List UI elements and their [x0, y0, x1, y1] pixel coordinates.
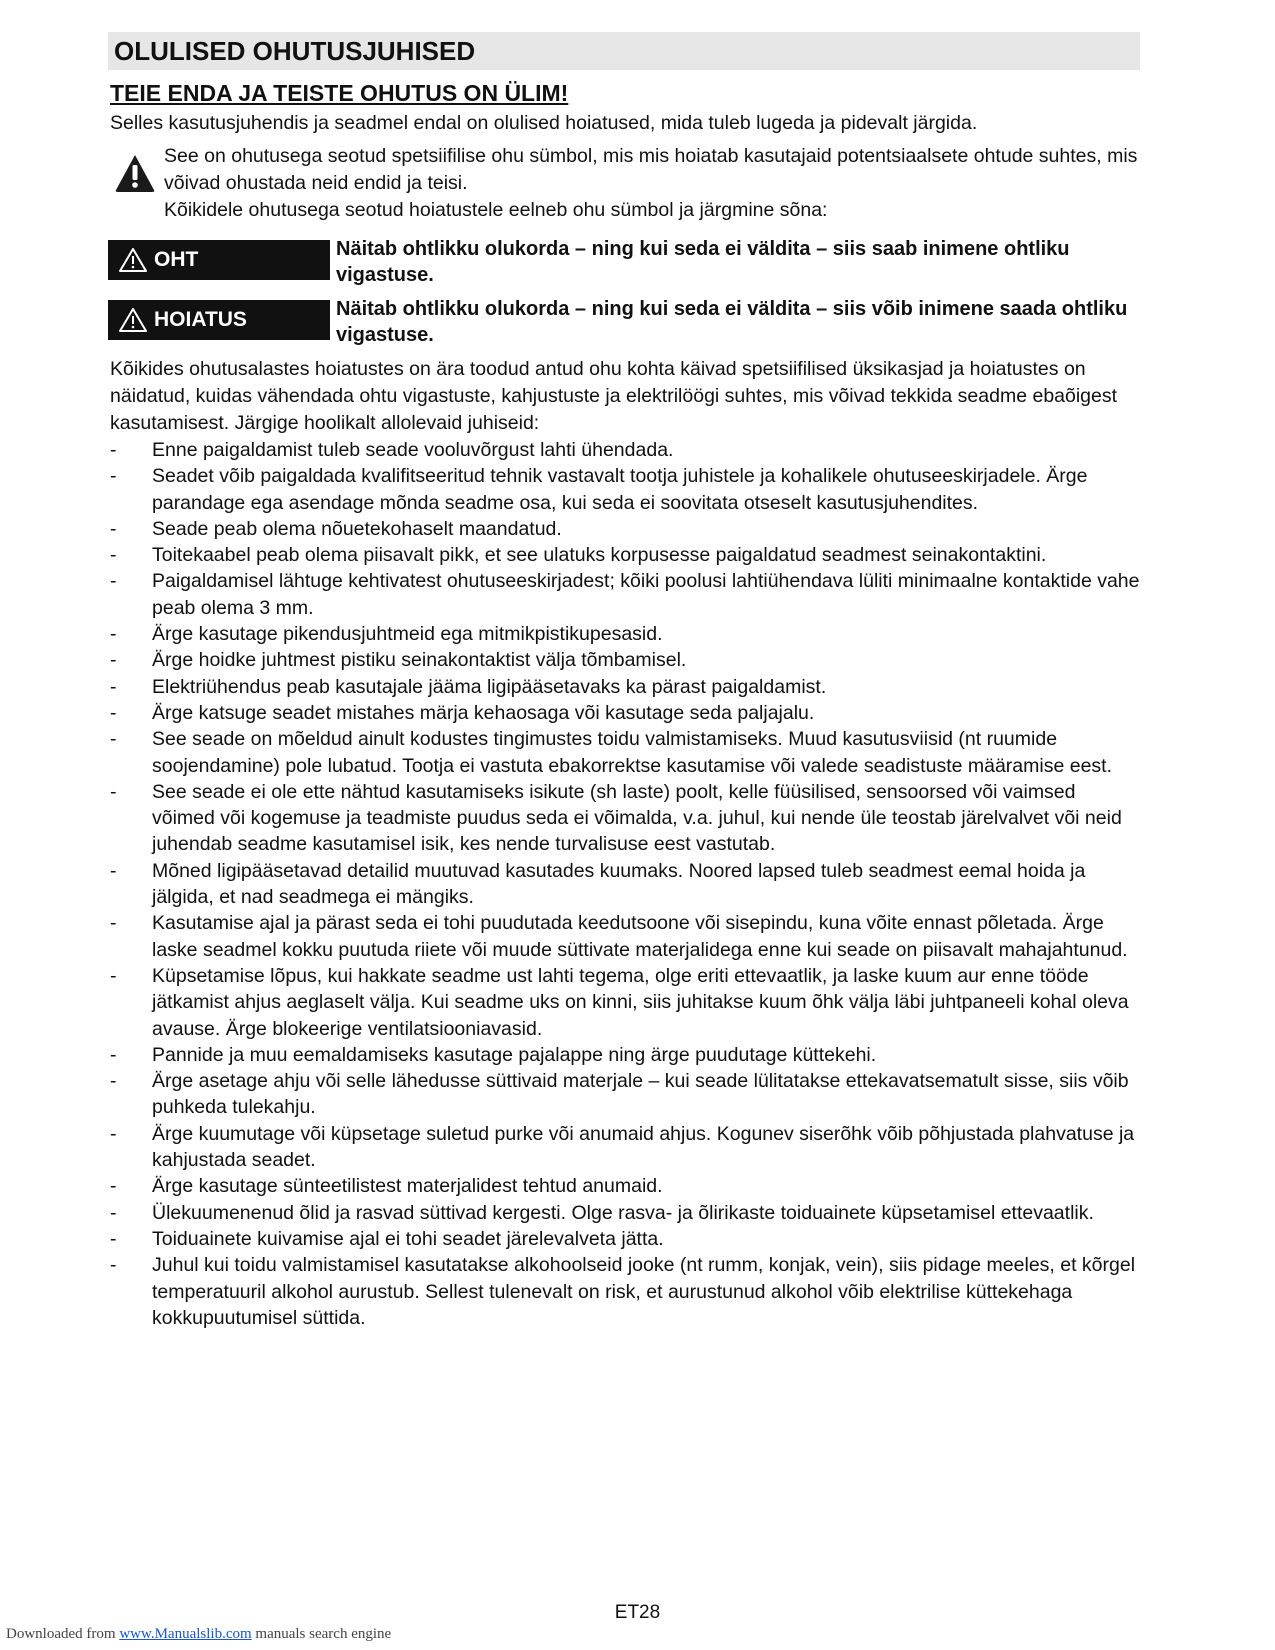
list-item: - Seadet võib paigaldada kvalifitseeritud tehnik vastavalt tootja juhistele ja kohalikele ohutuseeskirjadele. Ärge parandage ega asendage mõnda seadme osa, kui seda ei soovitata otseselt kasutusjuhendites. — [110, 465, 1088, 514]
instructions-intro: Kõikides ohutusalastes hoiatustes on ära toodud antud ohu kohta käivad spetsiifilised üksikasjad ja hoiatustes on näidatud, kuidas vähendada ohtu vigastuste, kahjustuste ja elektrilöögi suhtes, mis võivad tekkida seadme ebaõigest kasutamisest. Järgige hoolikalt allolevaid juhiseid: — [110, 358, 1118, 434]
list-item: - Elektriühendus peab kasutajale jääma ligipääsetavaks ka pärast paigaldamist. — [110, 675, 827, 698]
list-item: - Ärge kuumutage või küpsetage suletud purke või anumaid ahjus. Kogunev siserõhk võib põhjustada plahvatuse ja kahjustada seadet. — [110, 1122, 1135, 1172]
symbol-signal-word-note: Kõikidele ohutusega seotud hoiatustele eelneb ohu sümbol ja järgmine sõna: — [164, 199, 828, 221]
list-item: - Toiduainete kuivamise ajal ei tohi seadet järelevalveta jätta. — [110, 1227, 664, 1250]
list-item: - See seade ei ole ette nähtud kasutamiseks isikute (sh laste) poolt, kelle füüsilised, sensoorsed või vaimsed võimed või kogemuse ja teadmiste puudus seda ei võimalda, v.a. juhul, kui nende üle teostab järelvalvet või neid juhendab seadme kasutamisel isik, kes nende turvalisuse eest vastutab. — [110, 780, 1122, 856]
list-item: - Seade peab olema nõuetekohaselt maandatud. — [110, 517, 562, 540]
list-item: - Juhul kui toidu valmistamisel kasutatakse alkohoolseid jooke (nt rumm, konjak, vein), siis pidage meeles, et kõrgel temperatuuril alkohol aurustub. Sellest tulenevalt on risk, et aurustunud alkohol võib elektrilise küttekehaga kokkupuutumisel süttida. — [110, 1254, 1136, 1329]
symbol-description: See on ohutusega seotud spetsiifilise ohu sümbol, mis mis hoiatab kasutajaid potentsiaalsete ohtude suhtes, mis võivad ohustada neid endid ja teisi. — [164, 145, 1138, 194]
footer-suffix: manuals search engine — [255, 1626, 392, 1642]
warning-text: Näitab ohtlikku olukorda – ning kui seda ei väldita – siis võib inimene saada ohtliku vigastuse. — [336, 298, 1128, 346]
list-item: - Enne paigaldamist tuleb seade vooluvõrgust lahti ühendada. — [110, 439, 674, 461]
signal-row-warning — [108, 296, 1140, 348]
warning-outline-icon — [118, 247, 148, 273]
list-item: - Pannide ja muu eemaldamiseks kasutage pajalappe ning ärge puudutage küttekehi. — [110, 1043, 877, 1066]
list-item: - Ülekuumenenud õlid ja rasvad süttivad kergesti. Olge rasva- ja õlirikaste toiduainete küpsetamisel ettevaatlik. — [110, 1201, 1094, 1224]
danger-label: OHT — [154, 248, 199, 271]
intro-text: Selles kasutusjuhendis ja seadmel endal on olulised hoiatused, mida tuleb lugeda ja pidevalt järgida. — [110, 112, 978, 134]
subtitle: TEIE ENDA JA TEISTE OHUTUS ON ÜLIM! — [110, 80, 569, 106]
list-item: - Küpsetamise lõpus, kui hakkate seadme ust lahti tegema, olge eriti ettevaatlik, ja laske kuum aur enne tööde jätkamist ahjus aeglaselt välja. Kui seadme uks on kinni, siis juhitakse kuum õhk välja läbi juhtpaneeli kohal oleva avause. Ärge blokeerige ventilatsiooniavasid. — [110, 964, 1129, 1040]
warning-triangle-icon — [108, 143, 164, 224]
list-item: - Ärge kasutage sünteetilistest materjalidest tehtud anumaid. — [110, 1175, 663, 1198]
list-item: - Toitekaabel peab olema piisavalt pikk, et see ulatuks korpusesse paigaldatud seadmest seinakontaktini. — [110, 544, 1047, 567]
warning-label: HOIATUS — [154, 308, 247, 331]
list-item: - Paigaldamisel lähtuge kehtivatest ohutuseeskirjadest; kõiki poolusi lahtiühendava lüliti minimaalne kontaktide vahe peab olema 3 mm. — [110, 570, 1140, 619]
danger-text: Näitab ohtlikku olukorda – ning kui seda ei välditа – siis saab inimene ohtliku vigastuse. — [336, 238, 1070, 286]
list-item: - Ärge asetage ahju või selle lähedusse süttivaid materjale – kui seade lülitatakse ettekavatsematult sisse, siis võib puhkeda tulekahju. — [110, 1070, 1129, 1119]
warning-badge — [108, 300, 330, 340]
hazard-symbol-block — [108, 143, 1140, 224]
download-footer — [6, 1626, 391, 1643]
signal-row-danger — [108, 236, 1140, 288]
hazard-symbol-text — [164, 143, 1140, 224]
footer-prefix: Downloaded from — [6, 1626, 116, 1642]
safety-page — [108, 32, 1140, 1331]
safety-instructions-list — [108, 437, 1140, 1331]
manualslib-link[interactable]: www.Manualslib.com — [119, 1626, 252, 1642]
list-item: - Mõned ligipääsetavad detailid muutuvad kasutades kuumaks. Noored lapsed tuleb seadmest eemal hoida ja jälgida, et nad seadmega ei mängiks. — [110, 859, 1086, 909]
list-item: - Ärge katsuge seadet mistahes märja kehaosaga või kasutage seda paljajalu. — [110, 701, 815, 724]
page-number: ET28 — [614, 1602, 661, 1623]
list-item: - Ärge hoidke juhtmest pistiku seinakontaktist välja tõmbamisel. — [110, 649, 687, 672]
list-item: - Kasutamise ajal ja pärast seda ei tohi puudutada keedutsoone või sisepindu, kuna võite ennast põletada. Ärge laske seadmel kokku puutuda riiete või muude süttivate materjalidega enne kui seade on piisavalt mahajahtunud. — [110, 912, 1128, 961]
list-item: - Ärge kasutage pikendusjuhtmeid ega mitmikpistikupesasid. — [110, 623, 663, 646]
danger-badge — [108, 240, 330, 280]
list-item: - See seade on mõeldud ainult kodustes tingimustes toidu valmistamiseks. Muud kasutusviisid (nt ruumide soojendamine) pole lubatud. Tootja ei vastuta ebakorrektse kasutamise või valede seadistuste määramise eest. — [110, 728, 1113, 777]
warning-outline-icon — [118, 307, 148, 333]
section-title: OLULISED OHUTUSJUHISED — [108, 32, 1140, 70]
